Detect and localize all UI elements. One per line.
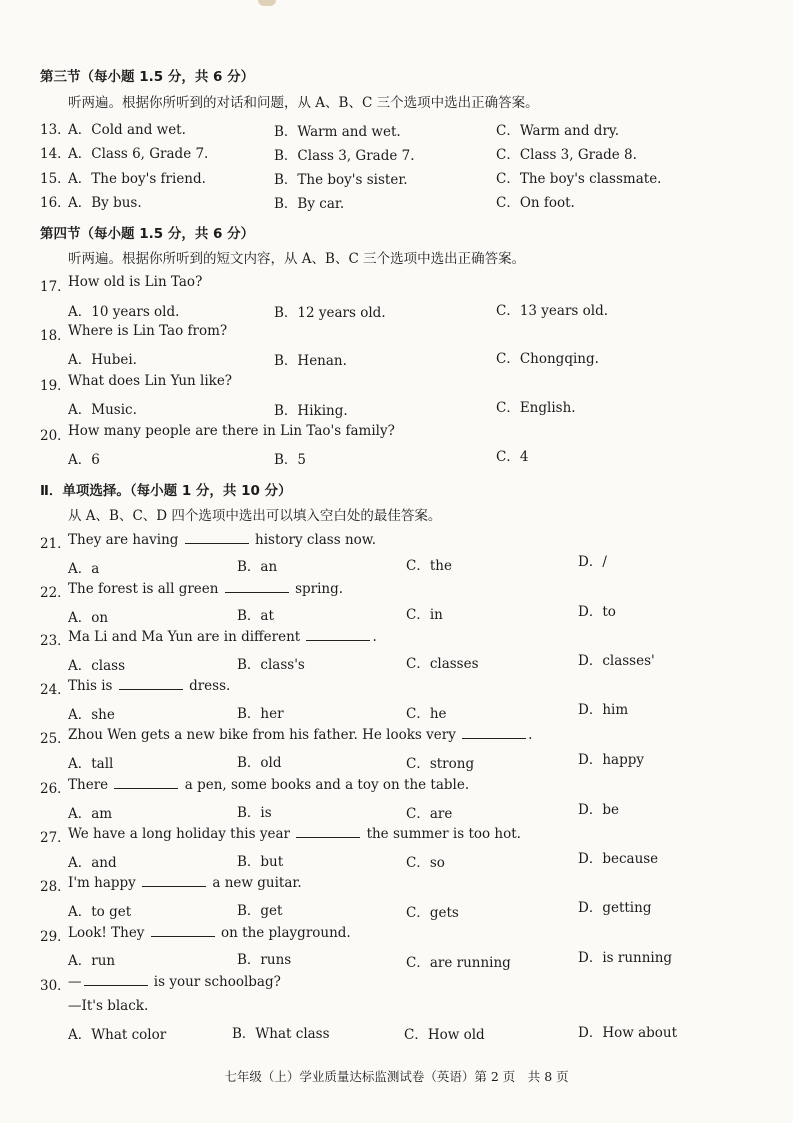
question-number: 25．: [40, 731, 71, 747]
question-stem: —: [68, 974, 82, 990]
option-c: C．13 years old.: [496, 303, 609, 319]
question-stem: The forest is all green: [68, 581, 219, 597]
part2-heading: Ⅱ．单项选择。（每小题 1 分，共 10 分）: [40, 483, 292, 499]
question-number: 28．: [40, 879, 71, 895]
question-text: How many people are there in Lin Tao's family?: [68, 423, 395, 439]
option-c: C．classes: [406, 656, 479, 672]
option-d: D．him: [578, 702, 629, 718]
option-c: C．in: [406, 607, 443, 623]
option-a: A．tall: [68, 756, 114, 772]
answer-blank: [462, 726, 526, 739]
answer-blank: [151, 924, 215, 937]
option-b: B．at: [237, 608, 274, 624]
answer-blank: [114, 776, 178, 789]
question-number: 26．: [40, 781, 71, 797]
option-c: C．are running: [406, 955, 511, 971]
option-a: A．class: [68, 658, 126, 674]
answer-blank: [225, 580, 289, 593]
option-a: A．By bus.: [68, 195, 142, 211]
question-stem: Look! They: [68, 925, 145, 941]
answer-blank: [306, 628, 370, 641]
option-c: C．the: [406, 558, 452, 574]
question-text: Where is Lin Tao from?: [68, 323, 228, 339]
option-b: B．her: [237, 706, 284, 722]
question-text: What does Lin Yun like?: [68, 373, 233, 389]
answer-blank: [296, 825, 360, 838]
option-b: B．runs: [237, 952, 292, 968]
question-text: [68, 973, 281, 990]
part2-instruction: 从 A、B、C、D 四个选项中选出可以填入空白处的最佳答案。: [68, 508, 442, 524]
question-reply: —It's black.: [68, 998, 149, 1014]
option-a: A．and: [68, 855, 117, 871]
option-b: B．class's: [237, 657, 305, 673]
option-a: A．Class 6, Grade 7.: [68, 146, 209, 162]
question-text: [68, 580, 343, 597]
question-stem: We have a long holiday this year: [68, 826, 290, 842]
answer-blank: [119, 677, 183, 690]
question-number: 13．: [40, 122, 71, 138]
option-d: D．getting: [578, 900, 652, 916]
question-text: [68, 924, 351, 941]
question-stem-end: .: [372, 629, 377, 645]
question-number: 17．: [40, 279, 71, 295]
option-a: A．run: [68, 953, 116, 969]
option-d: D．How about: [578, 1025, 678, 1041]
answer-blank: [185, 531, 249, 544]
option-b: B．The boy's sister.: [274, 172, 408, 188]
question-stem-end: is your schoolbag?: [153, 974, 281, 990]
option-a: A．Cold and wet.: [68, 122, 186, 138]
paper-mark: [258, 0, 276, 6]
answer-blank: [84, 973, 148, 986]
option-d: D．/: [578, 554, 607, 570]
option-b: B．Henan.: [274, 353, 347, 369]
question-text: [68, 874, 302, 891]
option-b: B．5: [274, 452, 307, 468]
question-text: [68, 531, 376, 548]
question-number: 15．: [40, 171, 71, 187]
option-c: C．On foot.: [496, 195, 575, 211]
option-a: A．What color: [68, 1027, 167, 1043]
option-c: C．Warm and dry.: [496, 123, 620, 139]
option-c: C．English.: [496, 400, 576, 416]
question-number: 19．: [40, 378, 71, 394]
option-d: D．is running: [578, 950, 673, 966]
question-number: 23．: [40, 633, 71, 649]
option-b: B．old: [237, 755, 282, 771]
option-c: C．How old: [404, 1027, 485, 1043]
question-stem-end: .: [528, 727, 533, 743]
question-stem: Ma Li and Ma Yun are in different: [68, 629, 301, 645]
option-a: A．am: [68, 806, 113, 822]
option-a: A．Hubei.: [68, 352, 137, 368]
question-stem-end: dress.: [189, 678, 231, 694]
question-number: 30．: [40, 978, 71, 994]
question-stem: This is: [68, 678, 113, 694]
question-stem-end: history class now.: [255, 532, 377, 548]
option-b: B．Class 3, Grade 7.: [274, 148, 415, 164]
answer-blank: [142, 874, 206, 887]
question-stem: I'm happy: [68, 875, 136, 891]
section4-heading: 第四节（每小题 1.5 分，共 6 分）: [40, 226, 255, 242]
option-a: A．Music.: [68, 402, 137, 418]
option-d: D．be: [578, 802, 619, 818]
question-number: 21．: [40, 536, 71, 552]
option-b: B．Hiking.: [274, 403, 348, 419]
option-a: A．6: [68, 452, 100, 468]
section3-heading: 第三节（每小题 1.5 分，共 6 分）: [40, 69, 255, 85]
question-number: 14．: [40, 146, 71, 162]
question-text: [68, 726, 532, 743]
option-b: B．By car.: [274, 196, 345, 212]
question-text: [68, 628, 377, 645]
question-stem-end: a pen, some books and a toy on the table.: [184, 777, 470, 793]
section4-instruction: 听两遍。根据你所听到的短文内容，从 A、B、C 三个选项中选出正确答案。: [68, 251, 526, 267]
option-c: C．4: [496, 449, 529, 465]
question-number: 18．: [40, 328, 71, 344]
option-c: C．strong: [406, 756, 475, 772]
question-text: [68, 677, 230, 694]
option-a: A．to get: [68, 904, 132, 920]
question-number: 20．: [40, 428, 71, 444]
option-c: C．he: [406, 706, 447, 722]
option-b: B．get: [237, 903, 283, 919]
question-stem: There: [68, 777, 109, 793]
option-a: A．on: [68, 610, 109, 626]
option-c: C．are: [406, 806, 453, 822]
question-text: [68, 825, 521, 842]
option-a: A．a: [68, 561, 100, 577]
option-a: A．10 years old.: [68, 304, 180, 320]
question-stem-end: a new guitar.: [212, 875, 302, 891]
question-number: 24．: [40, 682, 71, 698]
question-number: 27．: [40, 830, 71, 846]
question-number: 29．: [40, 929, 71, 945]
option-a: A．she: [68, 707, 115, 723]
question-stem: They are having: [68, 532, 179, 548]
option-c: C．Chongqing.: [496, 351, 599, 367]
question-stem-end: on the playground.: [221, 925, 351, 941]
option-d: D．classes': [578, 653, 655, 669]
option-b: B．Warm and wet.: [274, 124, 401, 140]
option-b: B．12 years old.: [274, 305, 386, 321]
option-c: C．Class 3, Grade 8.: [496, 147, 637, 163]
option-d: D．to: [578, 604, 616, 620]
option-b: B．What class: [232, 1026, 330, 1042]
option-a: A．The boy's friend.: [68, 171, 206, 187]
question-number: 16．: [40, 195, 71, 211]
option-d: D．happy: [578, 752, 644, 768]
page-footer: 七年级（上）学业质量达标监测试卷（英语）第 2 页 共 8 页: [224, 1069, 569, 1084]
option-c: C．so: [406, 855, 445, 871]
option-d: D．because: [578, 851, 659, 867]
section3-instruction: 听两遍。根据你所听到的对话和问题，从 A、B、C 三个选项中选出正确答案。: [68, 95, 539, 111]
question-text: [68, 776, 469, 793]
option-b: B．but: [237, 854, 284, 870]
option-b: B．is: [237, 805, 272, 821]
question-text: How old is Lin Tao?: [68, 274, 203, 290]
option-b: B．an: [237, 559, 278, 575]
option-c: C．gets: [406, 905, 459, 921]
option-c: C．The boy's classmate.: [496, 171, 662, 187]
question-stem: Zhou Wen gets a new bike from his father. He looks very: [68, 727, 456, 743]
question-stem-end: spring.: [295, 581, 344, 597]
question-stem-end: the summer is too hot.: [366, 826, 521, 842]
question-number: 22．: [40, 585, 71, 601]
